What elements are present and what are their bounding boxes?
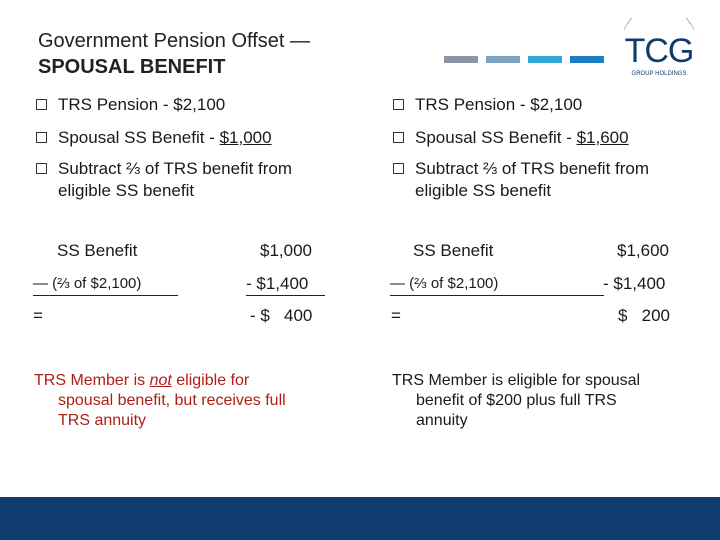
emphasis-not: not [149,372,172,389]
checkbox-square-icon [36,99,47,110]
eligibility-note-left: TRS Member is not eligible for spousal benefit, but receives full TRS annuity [34,372,286,429]
bullet-trs-pension: TRS Pension - $2,100 [36,94,366,116]
calc-value-subtract: - $1,400 [603,274,666,293]
calc-label-subtract: — (⅔ of $2,100) [33,275,142,292]
calc-rule [390,295,604,296]
bullet-trs-pension: TRS Pension - $2,100 [393,94,720,116]
calc-rule [246,295,325,296]
calc-label-result: = [391,306,401,325]
calc-value-result: - $ 400 [250,306,313,325]
accent-dash [528,56,562,63]
calc-rule [33,295,178,296]
accent-dash [570,56,604,63]
logo-subtext: GROUP HOLDINGS [631,71,687,77]
footer-bar [0,497,720,540]
calc-value-subtract: - $1,400 [246,274,309,293]
accent-dashes [444,56,614,63]
checkbox-square-icon [393,132,404,143]
right-column [393,92,720,202]
calc-label-ss-benefit: SS Benefit [413,241,494,260]
calc-label-subtract: — (⅔ of $2,100) [390,275,499,292]
checkbox-square-icon [393,99,404,110]
eligibility-note-right: TRS Member is eligible for spousal benefit of $200 plus full TRS annuity [392,372,641,429]
checkbox-square-icon [36,132,47,143]
left-column [36,92,366,202]
bullet-spousal-ss: Spousal SS Benefit - $1,600 [393,127,720,149]
logo-letters: TCG [624,32,694,70]
calc-label-result: = [33,306,43,325]
bullet-subtract: Subtract ⅔ of TRS benefit from eligible SS benefit [393,158,720,202]
accent-dash [444,56,478,63]
tcg-logo [618,18,700,90]
slide-title: Government Pension Offset — [38,30,310,52]
spousal-amount: $1,000 [219,128,272,147]
bullet-spousal-ss: Spousal SS Benefit - $1,000 [36,127,366,149]
calc-value-ss-benefit: $1,600 [617,241,669,260]
calc-label-ss-benefit: SS Benefit [57,241,138,260]
checkbox-square-icon [393,163,404,174]
slide-subtitle: SPOUSAL BENEFIT [38,56,226,78]
spousal-amount: $1,600 [576,128,629,147]
checkbox-square-icon [36,163,47,174]
calc-value-result: $ 200 [618,306,670,325]
accent-dash [486,56,520,63]
calc-value-ss-benefit: $1,000 [260,241,312,260]
bullet-subtract: Subtract ⅔ of TRS benefit from eligible SS benefit [36,158,366,202]
